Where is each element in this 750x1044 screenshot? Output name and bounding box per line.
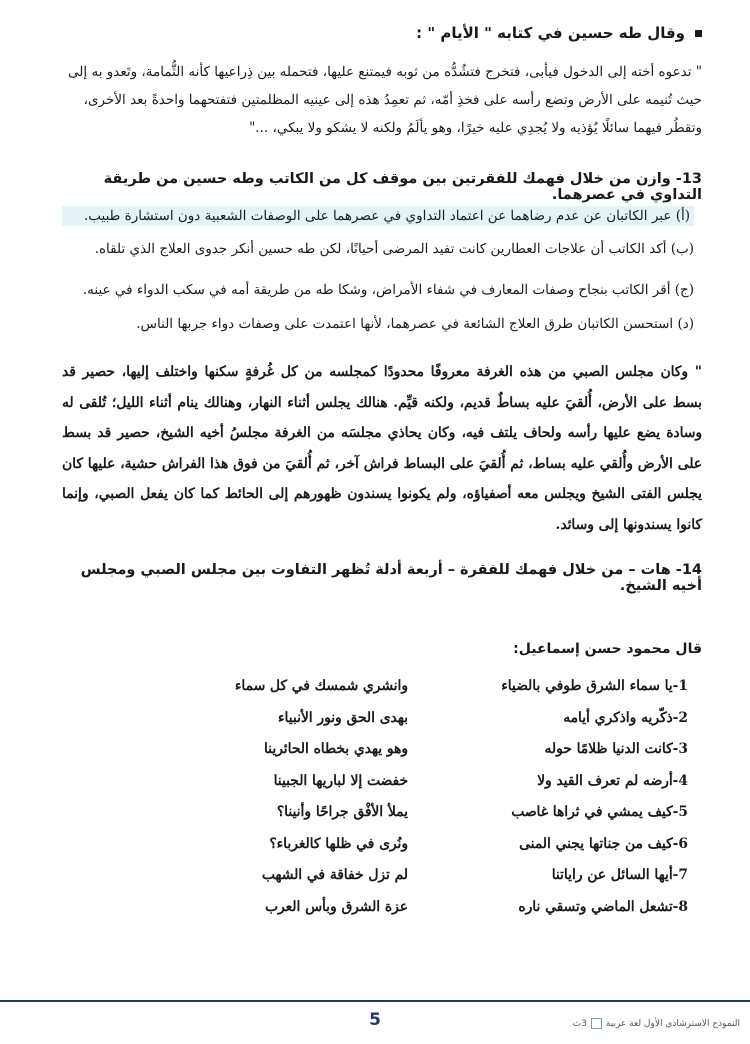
bullet-icon [695, 30, 702, 37]
poem-verse [160, 678, 688, 710]
question-13-option-b[interactable]: (ب) أكد الكاتب أن علاجات العطارين كانت تفيد المرضى أحيانًا، لكن طه حسين أنكر جدوى العلاج الذي تلقاه. [94, 241, 694, 257]
verse-first-hemistich: 3-كانت الدنيا ظلامًا حوله [544, 741, 688, 757]
intro-text: وقال طه حسين في كتابه " الأيام " : [416, 24, 685, 42]
footer-note [573, 1018, 740, 1029]
poem-verse [160, 741, 688, 773]
footer-divider [0, 1000, 750, 1002]
poem-verse [160, 836, 688, 868]
poem-verse [160, 773, 688, 805]
passage-boy-seat: " وكان مجلس الصبي من هذه الغرفة معروفًا محدودًا كمجلسه من كل غُرفةٍ سكنها واختلف إليها، حصير قد بسط على الأرض، أُلقيَ عليه بساطٌ قديم، ولكنه قيِّم. هنالك يجلس أثناء النهار، وهنالك ينام أثناء الليل؛ تُلقى له وسادة يضع عليها رأسه ولحاف يلتف فيه، وكان يحاذي مجلسَه من الغرفة مجلسُ أخيه الشيخ، حصير قد بسط على الأرض وأُلقي عليه بساط، ثم أُلقيَ على البساط فراش آخر، ثم أُلقيَ من فوق هذا الفراش حشية، عليها كان يجلس الفتى الشيخ ويجلس معه أصفياؤه، ولم يكونوا يسندون ظهورهم إلى الحائط كما كان يفعل الصبي، وإنما كانوا يسندونها إلى وسائد. [62, 364, 702, 533]
verse-second-hemistich: ونُرى في ظلها كالغرباء؟ [269, 835, 408, 852]
question-14: 14- هات – من خلال فهمك للفقرة – أربعة أدلة تُظهر التفاوت بين مجلس الصبي ومجلس أخيه الشيخ. [80, 562, 702, 594]
verse-first-hemistich: 5-كيف يمشي في ثراها غاصب [511, 804, 688, 820]
verse-second-hemistich: بهدى الحق ونور الأنبياء [278, 709, 408, 726]
verse-first-hemistich: 6-كيف من جناتها يجني المنى [519, 835, 688, 852]
poem-verse [160, 804, 688, 836]
poem-verses [160, 678, 688, 930]
grade-box-icon [591, 1018, 602, 1029]
poet-attribution: قال محمود حسن إسماعيل: [513, 641, 702, 657]
footer-grade: 3ث [572, 1018, 587, 1029]
question-13-option-c[interactable]: (ج) أقر الكاتب بنجاح وصفات المعارف في شفاء الأمراض، وشكا طه من طريقة أمه في سكب الدواء في عينه. [82, 282, 694, 298]
question-13-option-d[interactable]: (د) استحسن الكاتبان طرق العلاج الشائعة في عصرهما، لأنها اعتمدت على وصفات دواء جربها الناس. [136, 316, 694, 332]
question-13-option-a[interactable]: (أ) عبر الكاتبان عن عدم رضاهما عن اعتماد التداوي في عصرهما على الوصفات الشعبية دون استشارة طبيب. [62, 206, 694, 226]
verse-second-hemistich: عزة الشرق وبأس العرب [265, 898, 408, 915]
verse-first-hemistich: 1-يا سماء الشرق طوفي بالضياء [501, 678, 688, 694]
poem-verse [160, 710, 688, 742]
verse-first-hemistich: 4-أرضه لم تعرف القيد ولا [537, 772, 688, 789]
question-13: 13- وازن من خلال فهمك للفقرتين بين موقف كل من الكاتب وطه حسين من طريقة التداوي في عصرهما. [103, 171, 702, 203]
page-number: 5 [369, 1010, 381, 1030]
footer-title: النموذج الاسترشادي الأول لغة عربية [605, 1018, 740, 1029]
verse-second-hemistich: خفضت إلا لباريها الجبينا [273, 772, 408, 789]
intro-heading [62, 24, 702, 42]
poem-verse [160, 867, 688, 899]
verse-second-hemistich: لم تزل خفاقة في الشهب [261, 867, 408, 883]
verse-first-hemistich: 2-ذكّريه واذكري أيامه [563, 709, 688, 726]
verse-first-hemistich: 8-تشعل الماضي وتسقي ناره [518, 898, 688, 915]
verse-second-hemistich: يملأ الأفْق جراحًا وأنينا؟ [276, 804, 408, 820]
passage-taha-hussein: " تدعوه أخته إلى الدخول فيأبى، فتخرج فتشُدُّه من ثوبه فيمتنع عليها، فتحمله بين ذِراعيها كأنه الثُّمامة، وتَعدو به إلى حيث تُنيمه على الأرض وتضع رأسه على فخذِ أمّه، ثم تعمِدُ هذه إلى عينيه المظلمتين فتفتحهما واحدةً بعد الأخرى، وتقطُر فيهما سائلًا يُؤذيه ولا يُجدِي عليه خيرًا، وهو يألَمُ ولكنه لا يشكو ولا يبكي، ..." [68, 64, 702, 136]
verse-second-hemistich: وهو يهدي بخطاه الحائرينا [263, 741, 408, 757]
verse-second-hemistich: وانشري شمسك في كل سماء [234, 678, 408, 694]
poem-verse [160, 899, 688, 931]
verse-first-hemistich: 7-أيها السائل عن راياتنا [551, 867, 688, 883]
